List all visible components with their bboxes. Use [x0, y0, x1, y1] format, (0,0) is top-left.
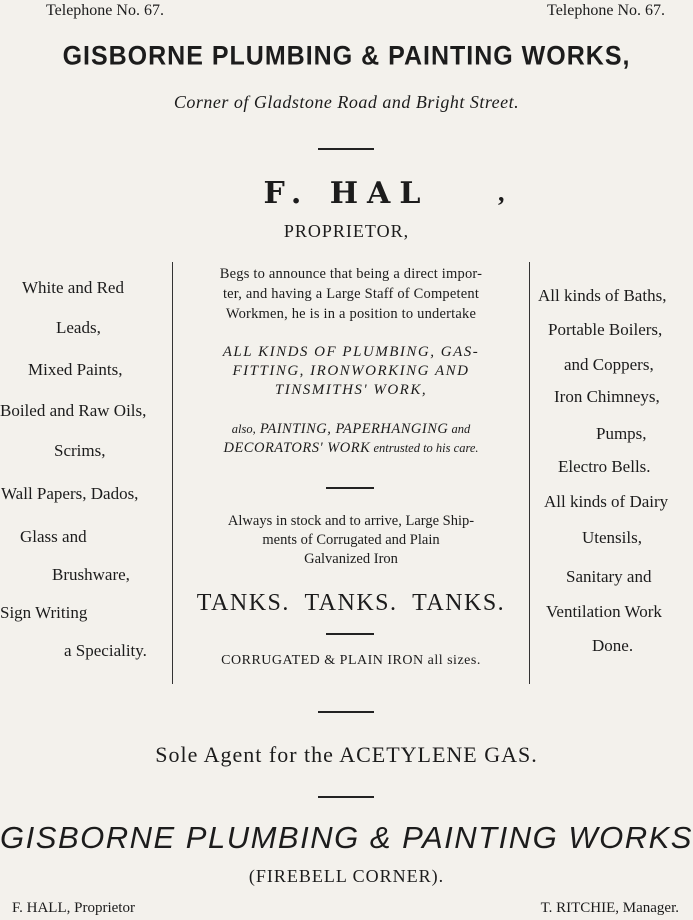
- column-divider-right: [529, 262, 530, 684]
- left-item: Scrims,: [54, 441, 106, 460]
- column-divider-left: [172, 262, 173, 684]
- left-item: Brushware,: [52, 565, 130, 584]
- right-item: All kinds of Dairy: [544, 492, 669, 511]
- divider-footer: [318, 796, 374, 798]
- intro-line: Begs to announce that being a direct impor-: [219, 266, 483, 282]
- right-item: Ventilation Work: [546, 602, 662, 621]
- services-paragraph: [174, 343, 528, 400]
- right-item: Iron Chimneys,: [554, 387, 660, 406]
- stock-line: ments of Corrugated and Plain: [262, 532, 440, 548]
- business-address: Corner of Gladstone Road and Bright Street.: [173, 92, 520, 112]
- also-line-1: [174, 420, 528, 439]
- left-item: Sign Writing: [0, 603, 88, 622]
- tanks-banner: TANKS. TANKS. TANKS.: [196, 590, 506, 616]
- also-paragraph: [174, 420, 528, 458]
- right-item: Sanitary and: [566, 567, 652, 586]
- left-item: Glass and: [20, 527, 87, 546]
- stock-paragraph: [174, 512, 528, 569]
- also-tail-1: and: [448, 422, 471, 436]
- proprietor-label: PROPRIETOR,: [283, 221, 410, 241]
- left-item: Mixed Paints,: [28, 360, 123, 379]
- footer-business-title: GISBORNE PLUMBING & PAINTING WORKS: [0, 820, 693, 855]
- also-line-2: [174, 439, 528, 458]
- intro-line: ter, and having a Large Staff of Competent: [222, 286, 480, 302]
- also-caps-2: DECORATORS' WORK: [223, 440, 371, 456]
- intro-line: Workmen, he is in a position to undertake: [225, 306, 477, 322]
- right-item: Done.: [592, 636, 634, 655]
- footer-proprietor: F. HALL, Proprietor: [12, 900, 135, 916]
- telephone-right: Telephone No. 67.: [547, 2, 665, 19]
- also-lead: also,: [231, 422, 256, 436]
- services-line: ALL KINDS OF PLUMBING, GAS-: [222, 344, 480, 360]
- corrugated-line: CORRUGATED & PLAIN IRON all sizes.: [221, 653, 481, 668]
- divider-top: [318, 148, 374, 150]
- divider-middle: [326, 487, 374, 489]
- telephone-left: Telephone No. 67.: [46, 2, 164, 19]
- left-item: Boiled and Raw Oils,: [0, 401, 147, 420]
- stock-line: Always in stock and to arrive, Large Ship-: [227, 513, 475, 529]
- right-item: Electro Bells.: [558, 457, 651, 476]
- proprietor-name: F. HAL: [263, 176, 430, 211]
- divider-bottom: [318, 711, 374, 713]
- footer-manager: T. RITCHIE, Manager.: [540, 900, 679, 916]
- right-item: and Coppers,: [564, 355, 654, 374]
- left-item: Wall Papers, Dados,: [1, 484, 139, 503]
- right-item: Portable Boilers,: [548, 320, 663, 339]
- right-item: Pumps,: [596, 424, 647, 443]
- left-item: Leads,: [56, 318, 101, 337]
- left-item: White and Red: [22, 278, 124, 297]
- also-caps-1: PAINTING, PAPERHANGING: [255, 421, 449, 437]
- footer-location: (FIREBELL CORNER).: [248, 866, 445, 886]
- services-line: FITTING, IRONWORKING AND: [232, 363, 470, 379]
- stock-line: Galvanized Iron: [304, 551, 398, 567]
- services-line: TINSMITHS' WORK,: [274, 382, 428, 398]
- intro-paragraph: [174, 264, 528, 324]
- sole-agent-line: Sole Agent for the ACETYLENE GAS.: [155, 742, 538, 767]
- proprietor-name-comma: ,: [498, 178, 505, 207]
- divider-tanks: [326, 633, 374, 635]
- left-item: a Speciality.: [64, 641, 147, 660]
- right-item: All kinds of Baths,: [538, 286, 667, 305]
- right-item: Utensils,: [582, 528, 642, 547]
- business-title: GISBORNE PLUMBING & PAINTING WORKS,: [62, 40, 631, 72]
- also-tail-2: entrusted to his care.: [370, 441, 479, 455]
